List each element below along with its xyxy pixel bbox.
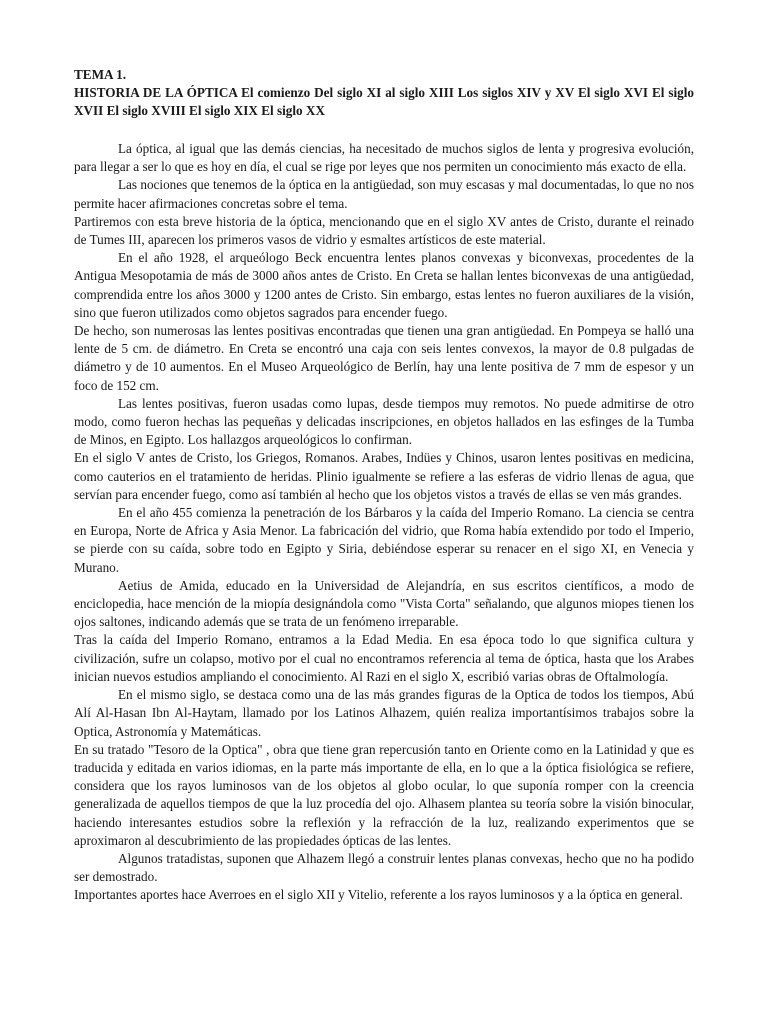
paragraph: En el mismo siglo, se destaca como una de las más grandes figuras de la Optica de todos los tiempos, Abú Alí Al-Hasan Ibn Al-Haytam, llamado por los Latinos Alhazem, quién realiza importantísimos trabajos sobre la Optica, Astronomía y Matemáticas. bbox=[74, 687, 694, 739]
paragraph: En su tratado "Tesoro de la Optica" , obra que tiene gran repercusión tanto en Oriente como en la Latinidad y que es traducida y editada en varios idiomas, en la parte más importante de ella, en lo que a la óptica fisiológica se refiere, considera que los rayos luminosos van de los objetos al globo ocular, lo que suponía romper con la creencia generalizada de aquellos tiempos de que la luz procedía del ojo. Alhasem plantea su teoría sobre la visión binocular, haciendo interesantes estudios sobre la reflexión y la refracción de la luz, realizando experimentos que se aproximaron al descubrimiento de las propiedades ópticas de las lentes. bbox=[74, 741, 694, 848]
paragraph: Algunos tratadistas, suponen que Alhazem llegó a construir lentes planas convexas, hecho que no ha podido ser demostrado. bbox=[74, 850, 694, 885]
paragraph: Importantes aportes hace Averroes en el siglo XII y Vitelio, referente a los rayos luminosos y a la óptica en general. bbox=[74, 887, 683, 903]
paragraph: Aetius de Amida, educado en la Universidad de Alejandría, en sus escritos científicos, a modo de enciclopedia, hace mención de la miopía designándola como "Vista Corta" señalando, que algunos miopes tienen los ojos saltones, indicando además que se trata de un fenómeno irreparable. bbox=[74, 577, 694, 630]
paragraph: De hecho, son numerosas las lentes positivas encontradas que tienen una gran antigüedad. En Pompeya se halló una lente de 5 cm. de diámetro. En Creta se encontró una caja con seis lentes convexos, la mayor de 0.8 pulgadas de diámetro y de 10 aumentos. En el Museo Arqueológico de Berlín, hay una lente positiva de 7 mm de espesor y un foco de 152 cm. bbox=[74, 323, 694, 393]
paragraph: La óptica, al igual que las demás ciencias, ha necesitado de muchos siglos de lenta y progresiva evolución, para llegar a ser lo que es hoy en día, el cual se rige por leyes que nos permiten un conocimiento más exacto de ella. bbox=[74, 141, 694, 175]
paragraph: Las nociones que tenemos de la óptica en la antigüedad, son muy escasas y mal documentadas, lo que no nos permite hacer afirmaciones concretas sobre el tema. bbox=[74, 177, 694, 211]
paragraph: En el año 455 comienza la penetración de los Bárbaros y la caída del Imperio Romano. La ciencia se centra en Europa, Norte de Africa y Asia Menor. La fabricación del vidrio, que Roma había extendido por todo el Imperio, se pierde con su caída, sobre todo en Egipto y Siria, debiéndose esperar su renacer en el sigo XI, en Venecia y Murano. bbox=[74, 505, 694, 575]
document-subheading: HISTORIA DE LA ÓPTICA El comienzo Del siglo XI al siglo XIII Los siglos XIV y XV El siglo XVI El siglo XVII El siglo XVIII El siglo XIX El siglo XX bbox=[74, 85, 694, 118]
document-heading: TEMA 1. bbox=[74, 67, 127, 82]
paragraph: En el siglo V antes de Cristo, los Griegos, Romanos. Arabes, Indües y Chinos, usaron lentes positivas en medicina, como cauterios en el tratamiento de heridas. Plinio igualmente se refiere a las esferas de vidrio llenas de agua, que servían para encender fuego, como así también al hecho que los objetos vistos a través de ellas se ven más grandes. bbox=[74, 450, 694, 502]
paragraph: En el año 1928, el arqueólogo Beck encuentra lentes planos convexas y biconvexas, procedentes de la Antigua Mesopotamia de más de 3000 años antes de Cristo. En Creta se hallan lentes biconvexas de una antigüedad, comprendida entre los años 3000 y 1200 antes de Cristo. Sin embargo, estas lentes no fueron auxiliares de la visión, sino que fueron utilizados como objetos sagrados para encender fuego. bbox=[74, 250, 694, 320]
document-page bbox=[74, 66, 694, 905]
paragraph: Las lentes positivas, fueron usadas como lupas, desde tiempos muy remotos. No puede admitirse de otro modo, como fueron hechas las pequeñas y delicadas inscripciones, en objetos hallados en las esfinges de la Tumba de Minos, en Egipto. Los hallazgos arqueológicos lo confirman. bbox=[74, 395, 694, 448]
paragraph: Partiremos con esta breve historia de la óptica, mencionando que en el siglo XV antes de Cristo, durante el reinado de Tumes III, aparecen los primeros vasos de vidrio y esmaltes artísticos de este material. bbox=[74, 213, 694, 248]
paragraph: Tras la caída del Imperio Romano, entramos a la Edad Media. En esa época todo lo que significa cultura y civilización, sufre un colapso, motivo por el cual no encontramos referencia al tema de óptica, hasta que los Arabes inician nuevos estudios ampliando el conocimiento. Al Razi en el siglo X, escribió varias obras de Oftalmología. bbox=[74, 632, 694, 684]
